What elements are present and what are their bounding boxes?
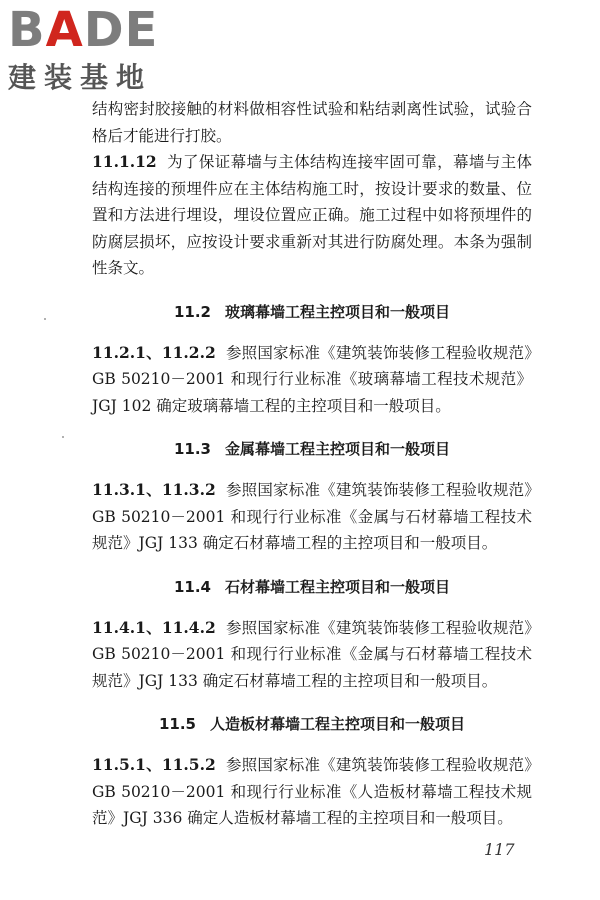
section-11-5	[92, 712, 532, 832]
bade-logo	[8, 4, 178, 96]
section-heading	[92, 712, 532, 736]
section-11-4	[92, 575, 532, 695]
clause-number: 11.5.1、11.5.2	[92, 755, 216, 774]
clause-paragraph	[92, 477, 532, 557]
section-11-3	[92, 437, 532, 557]
section-number: 11.5	[158, 715, 196, 733]
section-title: 人造板材幕墙工程主控项目和一般项目	[210, 715, 466, 733]
clause-text: 为了保证幕墙与主体结构连接牢固可靠，幕墙与主体结构连接的预埋件应在主体结构施工时，按设计要求的数量、位置和方法进行埋设，埋设位置应正确。施工过程中如将预埋件的防腐层损坏，应按设计要求重新对其进行防腐处理。本条为强制性条文。	[92, 153, 532, 277]
section-heading	[92, 300, 532, 324]
scan-speck	[62, 436, 64, 438]
section-title: 石材幕墙工程主控项目和一般项目	[225, 577, 451, 596]
clause-text: 参照国家标准《建筑装饰装修工程验收规范》GB 50210－2001 和现行行业标准《玻璃幕墙工程技术规范》JGJ 102 确定玻璃幕墙工程的主控项目和一般项目。	[92, 343, 532, 415]
clause-number: 11.3.1、11.3.2	[92, 480, 216, 499]
continuation-paragraph: 结构密封胶接触的材料做相容性试验和粘结剥离性试验，试验合格后才能进行打胶。	[92, 100, 532, 145]
clause-number: 11.2.1、11.2.2	[92, 342, 216, 362]
scan-speck	[44, 318, 46, 320]
clause-paragraph	[92, 615, 532, 695]
logo-wordmark: BADE	[8, 2, 159, 58]
clause-text: 参照国家标准《建筑装饰装修工程验收规范》GB 50210－2001 和现行行业标准《金属与石材幕墙工程技术规范》JGJ 133 确定石材幕墙工程的主控项目和一般项目。	[92, 618, 532, 690]
section-title: 玻璃幕墙工程主控项目和一般项目	[225, 302, 451, 321]
section-number: 11.4	[173, 577, 211, 596]
document-body	[92, 96, 532, 832]
logo-subtitle: 建装基地	[8, 61, 153, 94]
section-title: 金属幕墙工程主控项目和一般项目	[225, 440, 451, 458]
page-number: 117	[484, 840, 515, 859]
clause-number: 11.4.1、11.4.2	[92, 617, 216, 637]
clause-text: 参照国家标准《建筑装饰装修工程验收规范》GB 50210－2001 和现行行业标准《人造板材幕墙工程技术规范》JGJ 336 确定人造板材幕墙工程的主控项目和一般项目。	[92, 756, 532, 827]
section-number: 11.2	[173, 302, 211, 321]
section-heading	[92, 575, 532, 599]
clause-11-1-12	[92, 149, 532, 282]
section-number: 11.3	[173, 440, 211, 458]
clause-paragraph	[92, 752, 532, 832]
clause-number: 11.1.12	[92, 152, 157, 171]
clause-text: 参照国家标准《建筑装饰装修工程验收规范》GB 50210－2001 和现行行业标准《金属与石材幕墙工程技术规范》JGJ 133 确定石材幕墙工程的主控项目和一般项目。	[92, 481, 532, 552]
clause-paragraph	[92, 340, 532, 420]
section-heading	[92, 437, 532, 461]
section-11-2	[92, 300, 532, 420]
